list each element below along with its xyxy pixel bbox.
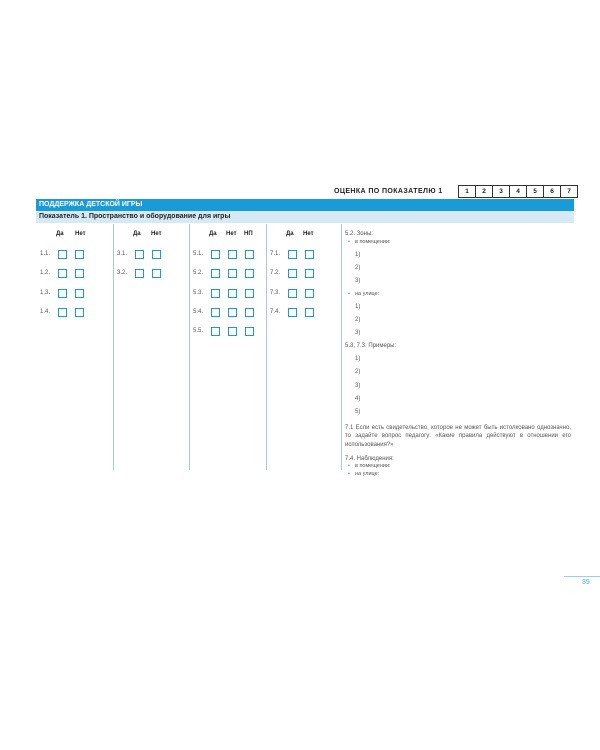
example-item: 1): [355, 356, 361, 363]
item-label: 7.4.: [270, 309, 281, 315]
item-label: 1.3.: [40, 290, 51, 296]
column-divider: [266, 224, 267, 470]
checkbox-no[interactable]: [305, 289, 314, 298]
header-na: НП: [244, 231, 253, 237]
checkbox-no[interactable]: [75, 308, 84, 317]
header-yes: Да: [133, 231, 141, 237]
checkbox-yes[interactable]: [211, 269, 220, 278]
checkbox-na[interactable]: [245, 250, 254, 259]
item-label: 7.1.: [270, 251, 281, 257]
obs-indoors-label: • в помещении:: [345, 463, 571, 471]
checkbox-no[interactable]: [75, 250, 84, 259]
zone-outdoor-item: 3): [355, 330, 361, 337]
checkbox-no[interactable]: [228, 327, 237, 336]
item-label: 1.2.: [40, 270, 51, 276]
checkbox-yes[interactable]: [288, 250, 297, 259]
checkbox-no[interactable]: [305, 250, 314, 259]
checkbox-no[interactable]: [228, 250, 237, 259]
checkbox-no[interactable]: [305, 269, 314, 278]
item-label: 5.4.: [193, 309, 204, 315]
item-label: 5.5.: [193, 328, 204, 334]
checkbox-yes[interactable]: [288, 308, 297, 317]
notes-column: [345, 230, 571, 479]
example-item: 5): [355, 409, 361, 416]
score-option-7[interactable]: 7: [560, 186, 577, 197]
example-item: 3): [355, 382, 361, 389]
indoors-label: • в помещении:: [345, 239, 571, 247]
item-label: 1.1.: [40, 251, 51, 257]
checkbox-yes[interactable]: [58, 250, 67, 259]
score-selector: [458, 185, 578, 198]
zones-title: 5.2. Зоны:: [345, 231, 373, 237]
checkbox-no[interactable]: [152, 250, 161, 259]
checkbox-na[interactable]: [245, 289, 254, 298]
checkbox-yes[interactable]: [211, 327, 220, 336]
header-no: Нет: [75, 231, 86, 237]
header-yes: Да: [56, 231, 64, 237]
example-item: 2): [355, 369, 361, 376]
footer-rule: [564, 576, 600, 577]
item-label: 7.3.: [270, 290, 281, 296]
checkbox-na[interactable]: [245, 327, 254, 336]
item-label: 5.3.: [193, 290, 204, 296]
checkbox-yes[interactable]: [135, 269, 144, 278]
checkbox-yes[interactable]: [211, 308, 220, 317]
checkbox-yes[interactable]: [288, 269, 297, 278]
header-no: Нет: [151, 231, 162, 237]
indicator-title: Показатель 1. Пространство и оборудование для игры: [36, 211, 574, 223]
observations-title: 7.4. Наблюдения:: [345, 455, 394, 462]
outdoors-label: • на улице:: [345, 291, 571, 299]
column-divider: [341, 224, 342, 470]
note-7-1: 7.1 Если есть свидетельство, которое не может быть истолковано однозначно, то задайте вопрос педагогу: «Какие правила действуют в отношении его использования?»: [345, 424, 571, 448]
column-divider: [113, 224, 114, 470]
zone-indoor-item: 2): [355, 264, 361, 271]
item-label: 5.1.: [193, 251, 204, 257]
zone-outdoor-item: 2): [355, 316, 361, 323]
header-no: Нет: [226, 231, 237, 237]
checkbox-no[interactable]: [152, 269, 161, 278]
page-number: 39: [582, 579, 590, 586]
checkbox-no[interactable]: [305, 308, 314, 317]
score-option-2[interactable]: 2: [475, 186, 492, 197]
item-label: 1.4.: [40, 309, 51, 315]
checkbox-no[interactable]: [75, 289, 84, 298]
checkbox-na[interactable]: [245, 269, 254, 278]
checkbox-yes[interactable]: [288, 289, 297, 298]
score-option-4[interactable]: 4: [509, 186, 526, 197]
checkbox-yes[interactable]: [211, 289, 220, 298]
obs-outdoors-label: • на улице:: [345, 471, 571, 479]
header-no: Нет: [303, 231, 314, 237]
section-title: ПОДДЕРЖКА ДЕТСКОЙ ИГРЫ: [36, 199, 574, 211]
example-item: 4): [355, 395, 361, 402]
checkbox-no[interactable]: [228, 308, 237, 317]
header-yes: Да: [286, 231, 294, 237]
item-label: 3.2.: [117, 270, 128, 276]
score-option-1[interactable]: 1: [465, 188, 469, 195]
item-label: 3.1.: [117, 251, 128, 257]
checkbox-na[interactable]: [245, 308, 254, 317]
checkbox-yes[interactable]: [58, 289, 67, 298]
checkbox-no[interactable]: [228, 269, 237, 278]
examples-title: 5.3, 7.3. Примеры:: [345, 343, 397, 350]
checkbox-yes[interactable]: [211, 250, 220, 259]
checkbox-no[interactable]: [228, 289, 237, 298]
item-label: 7.2.: [270, 270, 281, 276]
zone-indoor-item: 1): [355, 251, 361, 258]
checkbox-yes[interactable]: [58, 308, 67, 317]
checkbox-yes[interactable]: [58, 269, 67, 278]
zone-outdoor-item: 1): [355, 303, 361, 310]
item-label: 5.2.: [193, 270, 204, 276]
score-option-6[interactable]: 6: [543, 186, 560, 197]
checkbox-yes[interactable]: [135, 250, 144, 259]
checkbox-no[interactable]: [75, 269, 84, 278]
zone-indoor-item: 3): [355, 278, 361, 285]
score-option-5[interactable]: 5: [526, 186, 543, 197]
column-divider: [189, 224, 190, 470]
score-title: ОЦЕНКА ПО ПОКАЗАТЕЛЮ 1: [334, 188, 443, 195]
score-option-3[interactable]: 3: [492, 186, 509, 197]
header-yes: Да: [209, 231, 217, 237]
